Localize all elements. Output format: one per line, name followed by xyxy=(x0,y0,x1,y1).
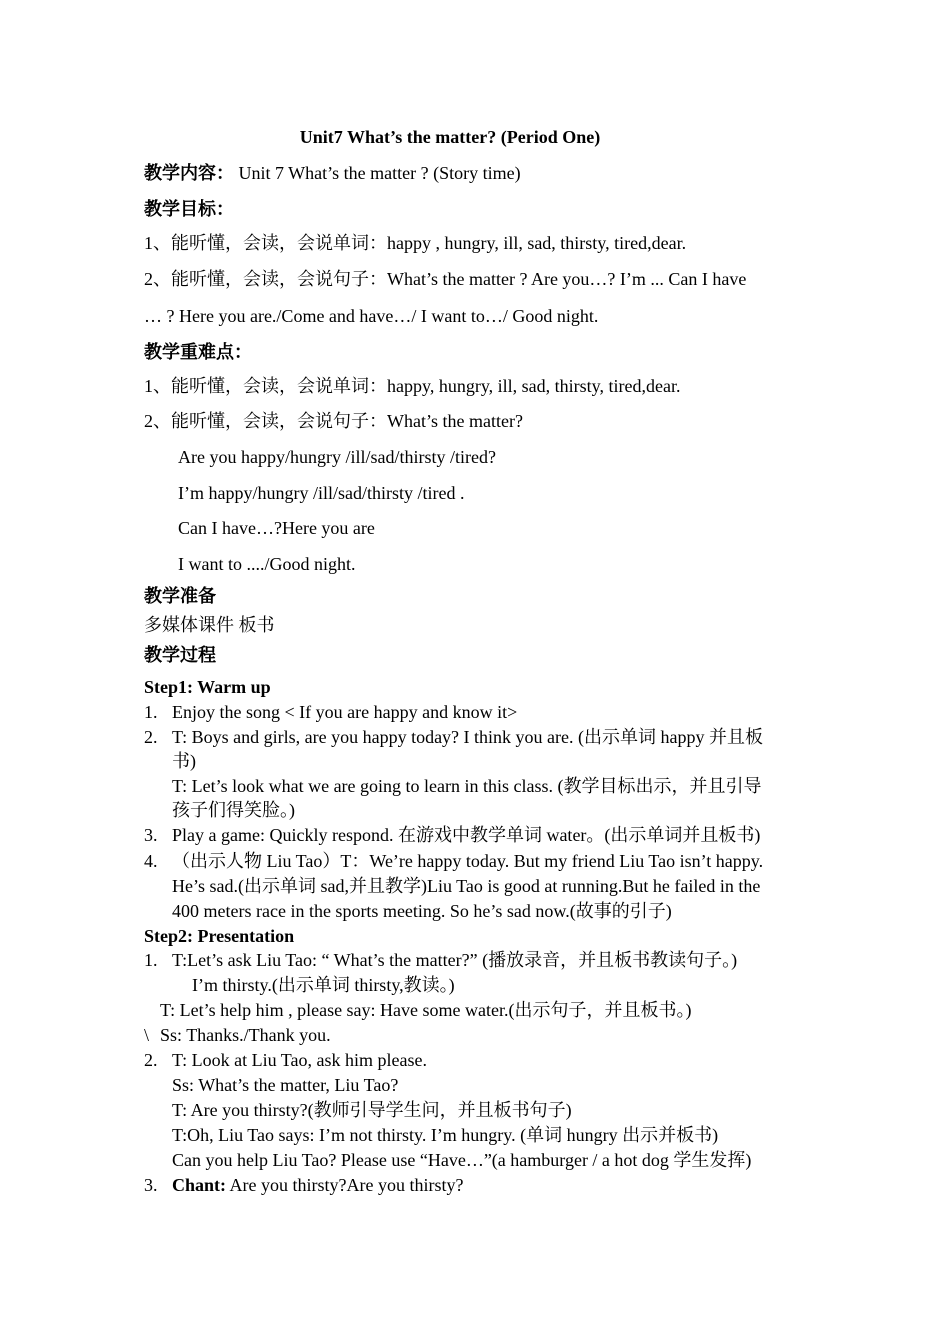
step1-item-4-line-2: He’s sad.(出示单词 sad,并且教学)Liu Tao is good at running.But he failed in the xyxy=(172,876,761,896)
goals-line-1: 1、能听懂，会读，会说单词：happy , hungry, ill, sad, thirsty, tired,dear. xyxy=(144,233,687,253)
step2-item-2-line-1: T: Look at Liu Tao, ask him please. xyxy=(172,1050,427,1070)
step1-item-1-line-1: Enjoy the song < If you are happy and know it> xyxy=(172,702,518,722)
chant-text: Are you thirsty?Are you thirsty? xyxy=(226,1175,464,1195)
key-sentence-4: I want to ..../Good night. xyxy=(178,554,356,574)
step2-item-1-line-2: I’m thirsty.(出示单词 thirsty,教读。) xyxy=(192,975,455,995)
step1-item-2-number: 2. xyxy=(144,727,158,747)
key-points-line-2: 2、能听懂，会读，会说句子：What’s the matter? xyxy=(144,411,523,431)
step2-item-1-line-3: T: Let’s help him , please say: Have some water.(出示句子，并且板书。) xyxy=(160,1000,692,1020)
key-sentence-3: Can I have…?Here you are xyxy=(178,518,375,538)
prep-heading: 教学准备 xyxy=(144,586,216,606)
page-title: Unit7 What’s the matter? (Period One) xyxy=(299,127,601,147)
step2-item-2-line-3: T: Are you thirsty?(教师引导学生问，并且板书句子) xyxy=(172,1100,572,1120)
step1-item-3-line-1: Play a game: Quickly respond. 在游戏中教学单词 water。(出示单词并且板书) xyxy=(172,825,761,845)
step2-title: Step2: Presentation xyxy=(144,926,295,946)
step1-item-2-line-3: T: Let’s look what we are going to learn in this class. (教学目标出示，并且引导 xyxy=(172,776,762,796)
step2-item-2-line-2: Ss: What’s the matter, Liu Tao? xyxy=(172,1075,399,1095)
step2-item-3-number: 3. xyxy=(144,1175,158,1195)
step1-item-4-line-1: （出示人物 Liu Tao）T：We’re happy today. But my friend Liu Tao isn’t happy. xyxy=(172,851,764,871)
content-line xyxy=(144,162,521,184)
step2-item-2-number: 2. xyxy=(144,1050,158,1070)
step1-item-4-number: 4. xyxy=(144,851,158,871)
step2-item-3-line-1 xyxy=(172,1174,463,1196)
chant-label: Chant: xyxy=(172,1175,227,1195)
content-value: Unit 7 What’s the matter ? (Story time) xyxy=(234,163,521,183)
step1-title: Step1: Warm up xyxy=(144,677,271,697)
step1-item-3-number: 3. xyxy=(144,825,158,845)
step1-item-2-line-2: 书) xyxy=(172,751,196,771)
step1-item-4-line-3: 400 meters race in the sports meeting. So he’s sad now.(故事的引子) xyxy=(172,901,672,921)
step1-item-1-number: 1. xyxy=(144,702,158,722)
key-sentence-1: Are you happy/hungry /ill/sad/thirsty /tired? xyxy=(178,447,496,467)
goals-line-2: 2、能听懂，会读，会说句子：What’s the matter ? Are you…? I’m ... Can I have xyxy=(144,269,747,289)
key-points-heading: 教学重难点： xyxy=(144,342,252,362)
process-heading: 教学过程 xyxy=(144,645,216,665)
goals-heading: 教学目标： xyxy=(144,199,234,219)
step2-item-1-number: 1. xyxy=(144,950,158,970)
step1-item-2-line-4: 孩子们得笑脸。) xyxy=(172,800,295,820)
prep-value: 多媒体课件 板书 xyxy=(144,615,275,635)
goals-line-3: … ? Here you are./Come and have…/ I want to…/ Good night. xyxy=(144,306,599,326)
step2-item-1-line-1: T:Let’s ask Liu Tao: “ What’s the matter?” (播放录音，并且板书教读句子。) xyxy=(172,950,738,970)
step2-item-1-line-4: Ss: Thanks./Thank you. xyxy=(160,1025,331,1045)
step2-item-2-line-4: T:Oh, Liu Tao says: I’m not thirsty. I’m hungry. (单词 hungry 出示并板书) xyxy=(172,1125,719,1145)
key-points-line-1: 1、能听懂，会读，会说单词：happy, hungry, ill, sad, thirsty, tired,dear. xyxy=(144,376,681,396)
step2-item-2-line-5: Can you help Liu Tao? Please use “Have…”(a hamburger / a hot dog 学生发挥) xyxy=(172,1150,752,1170)
content-label: 教学内容： xyxy=(144,163,234,183)
key-sentence-2: I’m happy/hungry /ill/sad/thirsty /tired . xyxy=(178,483,465,503)
step1-item-2-line-1: T: Boys and girls, are you happy today? I think you are. (出示单词 happy 并且板 xyxy=(172,727,763,747)
step2-item-1-line-4-mark: \ xyxy=(144,1025,150,1045)
